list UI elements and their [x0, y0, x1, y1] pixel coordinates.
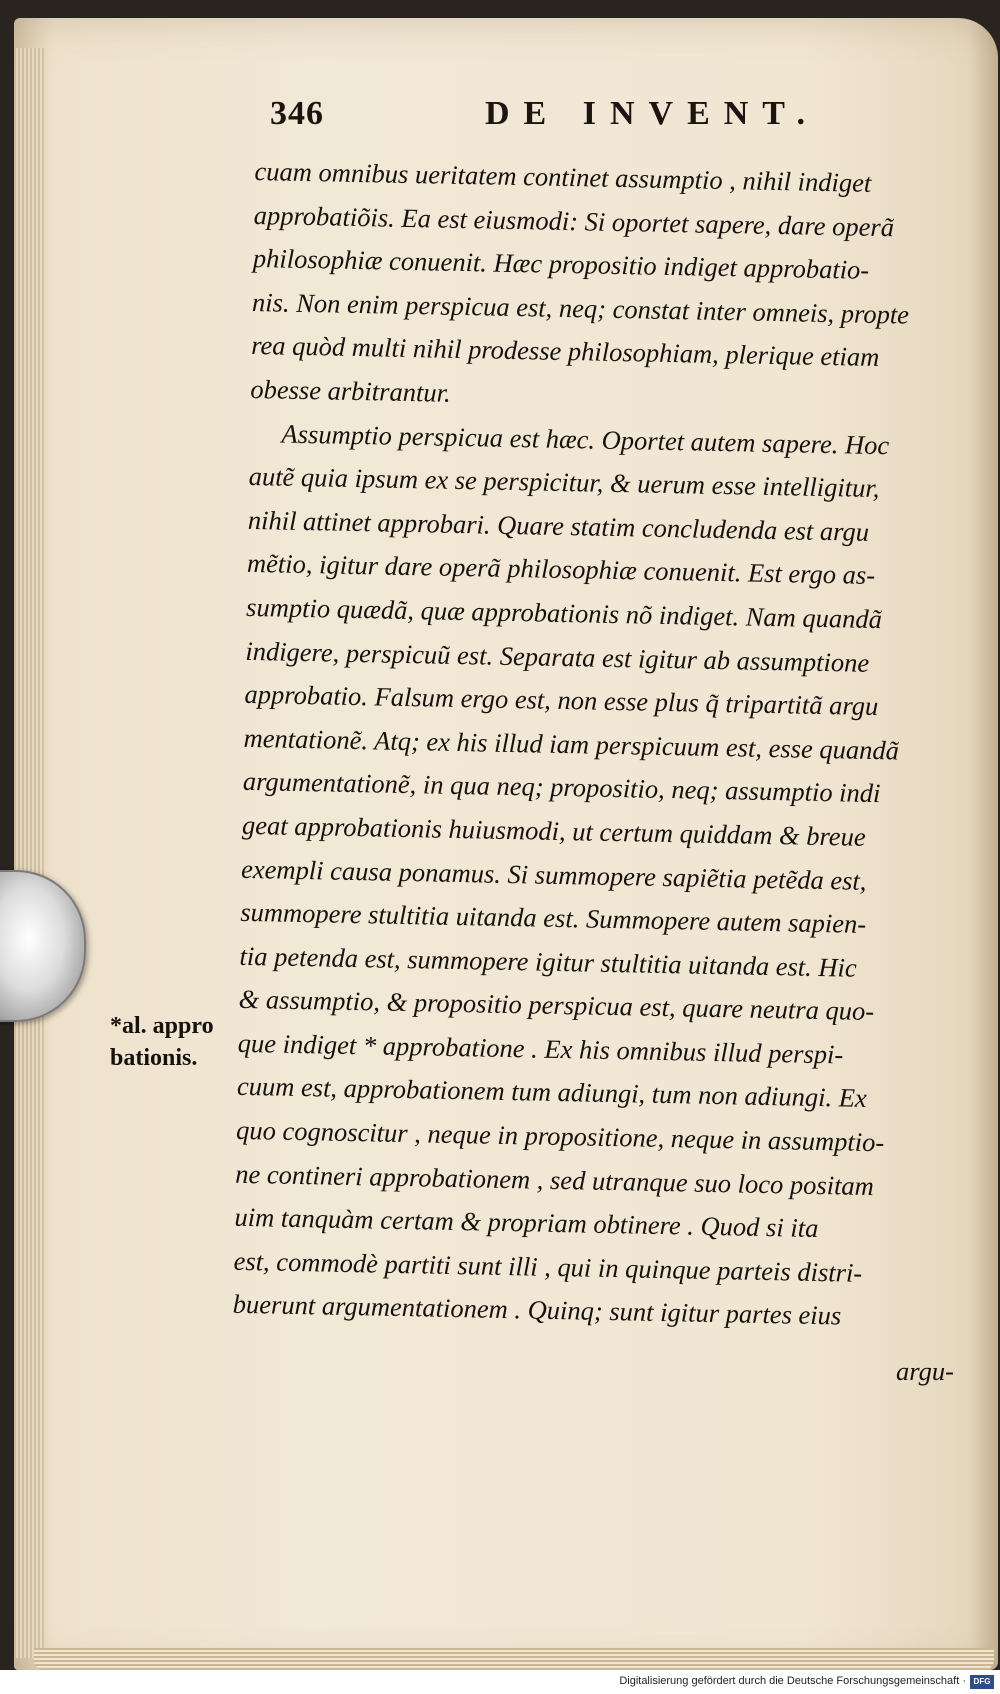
text-line: uim tanquàm certam & propriam obtinere . Quod si ita	[234, 1202, 819, 1244]
text-line: summopere stultitia uitanda est. Summopere autem sapien-	[240, 896, 867, 939]
text-line: approbatio. Falsum ergo est, non esse plus q̃ tripartitã argu	[244, 679, 879, 722]
text-line: philosophiæ conuenit. Hæc propositio indiget approbatio-	[252, 243, 870, 285]
text-line: geat approbationis huiusmodi, ut certum quiddam & breue	[241, 809, 866, 852]
text-line: indigere, perspicuũ est. Separata est igitur ab assumptione	[245, 635, 870, 678]
page-bottom-edges	[34, 1648, 994, 1670]
text-line: ne contineri approbationem , sed utranque suo loco positam	[235, 1158, 875, 1201]
text-line: approbatiõis. Ea est eiusmodi: Si oportet sapere, dare operã	[253, 199, 895, 242]
margin-note-line: bationis.	[110, 1045, 198, 1071]
page-edges	[14, 48, 44, 1658]
text-line: & assumptio, & propositio perspicua est, quare neutra quo-	[238, 984, 875, 1027]
text-line: quo cognoscitur , neque in propositione, neque in assumptio-	[235, 1114, 885, 1158]
main-text	[232, 150, 969, 1341]
text-line: mẽtio, igitur dare operã philosophiæ conuenit. Est ergo as-	[246, 548, 876, 591]
text-line: tia petenda est, summopere igitur stultitia uitanda est. Hic	[239, 940, 858, 983]
footer-credit: Digitalisierung gefördert durch die Deutsche Forschungsgemeinschaft ·	[619, 1675, 966, 1687]
text-line: cuam omnibus ueritatem continet assumptio , nihil indiget	[254, 155, 872, 198]
text-line: exempli causa ponamus. Si summopere sapiẽtia petẽda est,	[240, 853, 867, 896]
text-line: autẽ quia ipsum ex se perspicitur, & uerum esse intelligitur,	[248, 461, 880, 504]
margin-note	[110, 1010, 250, 1074]
text-line: buerunt argumentationem . Quinq; sunt igitur partes eius	[232, 1289, 842, 1331]
text-line: est, commodè partiti sunt illi , qui in quinque parteis distri-	[233, 1245, 863, 1288]
catchword: argu-	[896, 1356, 954, 1386]
text-line: sumptio quædã, quæ approbationis nõ indiget. Nam quandã	[245, 591, 883, 635]
text-line: que indiget * approbatione . Ex his omnibus illud perspi-	[237, 1027, 844, 1070]
running-head: DE INVENT.	[485, 95, 819, 132]
text-line: nis. Non enim perspicua est, neq; constat inter omneis, propte	[251, 286, 910, 330]
text-line: cuum est, approbationem tum adiungi, tum non adiungi. Ex	[236, 1071, 868, 1114]
text-line: argumentationẽ, in qua neq; propositio, neq; assumptio indi	[242, 766, 881, 809]
text-line: Assumptio perspicua est hæc. Oportet autem sapere. Hoc	[281, 418, 890, 460]
dfg-logo-icon: DFG	[970, 1675, 994, 1689]
page-header	[270, 95, 830, 135]
page-number: 346	[270, 95, 324, 132]
text-line: mentationẽ. Atq; ex his illud iam perspicuum est, esse quandã	[243, 722, 900, 766]
text-line: rea quòd multi nihil prodesse philosophiam, plerique etiam	[250, 330, 880, 373]
text-line: obesse arbitrantur.	[250, 373, 451, 408]
text-line: nihil attinet approbari. Quare statim concludenda est argu	[247, 504, 870, 547]
margin-note-line: *al. appro	[110, 1013, 214, 1039]
footer-bar	[0, 1672, 1000, 1694]
